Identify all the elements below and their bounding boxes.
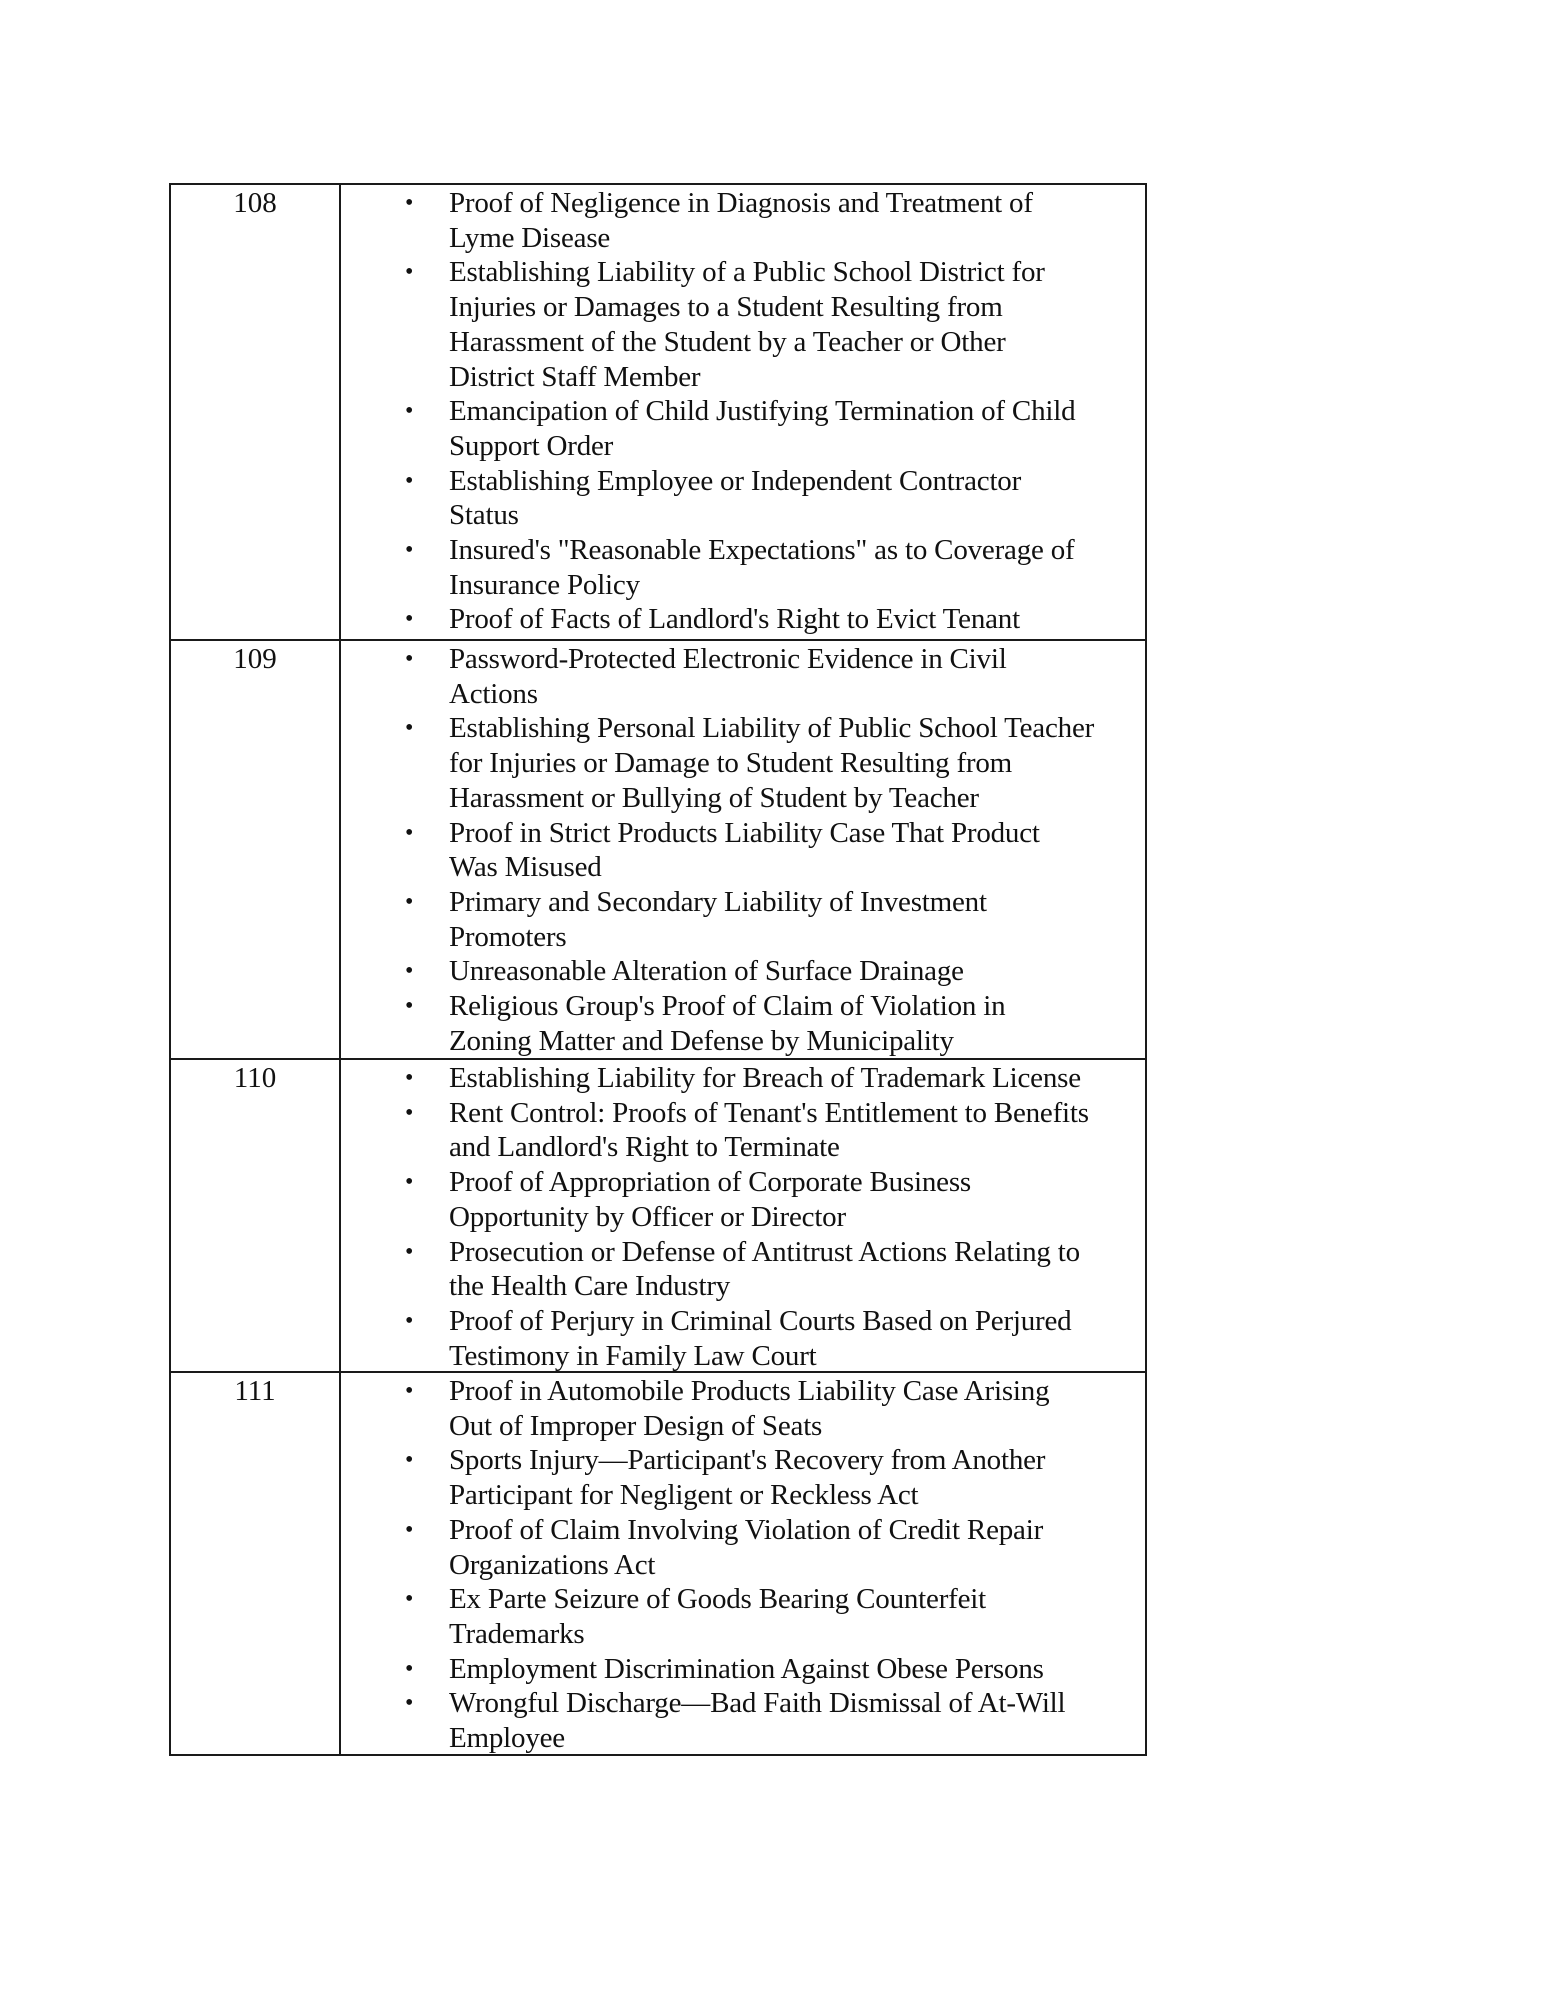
topic-text-line: Actions (449, 677, 538, 710)
topic-text-line: Unreasonable Alteration of Surface Drainage (449, 955, 964, 988)
topic-text-line: and Landlord's Right to Terminate (449, 1131, 840, 1164)
topic-text-line: District Staff Member (449, 360, 701, 393)
topic-text-line: the Health Care Industry (449, 1270, 731, 1303)
topic-text-line: Establishing Liability of a Public School District for (449, 256, 1045, 289)
topic-item (343, 186, 1145, 255)
bullet-icon: • (405, 1099, 414, 1126)
volume-number: 109 (233, 643, 277, 675)
topic-text-line: Emancipation of Child Justifying Termination of Child (449, 395, 1076, 428)
volume-cell (171, 641, 341, 1058)
topic-item (343, 1165, 1145, 1234)
topic-item (343, 464, 1145, 533)
bullet-icon: • (405, 958, 414, 985)
topic-text-line: Proof in Strict Products Liability Case That Product (449, 816, 1040, 849)
topic-text-line: Rent Control: Proofs of Tenant's Entitlement to Benefits (449, 1096, 1089, 1129)
topic-text-line: Establishing Liability for Breach of Trademark License (449, 1062, 1081, 1094)
bullet-icon: • (405, 467, 414, 494)
topic-text-line: Employee (449, 1722, 565, 1755)
topic-list (343, 1061, 1145, 1373)
bullet-icon: • (405, 1655, 414, 1682)
bullet-icon: • (405, 1238, 414, 1265)
bullet-icon: • (405, 1690, 414, 1717)
topic-item (343, 1061, 1145, 1096)
topic-text-line: Establishing Personal Liability of Public School Teacher (449, 712, 1095, 745)
topic-text-line: Participant for Negligent or Reckless Act (449, 1479, 919, 1512)
topic-item (343, 1513, 1145, 1582)
topic-text-line: Primary and Secondary Liability of Investment (449, 885, 987, 918)
topic-item (343, 711, 1145, 815)
topic-text-line: Employment Discrimination Against Obese Persons (449, 1652, 1044, 1685)
topic-text-line: Proof in Automobile Products Liability Case Arising (449, 1375, 1050, 1407)
topic-item (343, 1652, 1145, 1687)
bullet-icon: • (405, 190, 414, 216)
topic-text-line: Out of Improper Design of Seats (449, 1409, 823, 1442)
topic-text-line: Was Misused (449, 851, 602, 884)
bullet-icon: • (405, 1169, 414, 1196)
topic-text-line: Proof of Claim Involving Violation of Credit Repair (449, 1513, 1044, 1546)
topic-item (343, 954, 1145, 989)
bullet-icon: • (405, 1586, 414, 1613)
topic-text-line: Proof of Negligence in Diagnosis and Treatment of (449, 187, 1033, 219)
topic-item (343, 885, 1145, 954)
topic-text-line: Password-Protected Electronic Evidence in Civil (449, 643, 1007, 675)
topic-text-line: Organizations Act (449, 1548, 656, 1581)
topic-text-line: Insurance Policy (449, 568, 640, 601)
topic-text-line: Proof of Appropriation of Corporate Business (449, 1166, 971, 1199)
volume-topics-table (169, 183, 1147, 1756)
volume-number: 111 (234, 1375, 276, 1407)
topic-item (343, 989, 1145, 1058)
topic-item (343, 602, 1145, 637)
topic-text-line: Insured's "Reasonable Expectations" as to Coverage of (449, 534, 1075, 567)
topic-list (343, 1374, 1145, 1756)
topic-item (343, 1096, 1145, 1165)
topic-text-line: Lyme Disease (449, 221, 611, 254)
topic-text-line: Establishing Employee or Independent Contractor (449, 464, 1022, 497)
topic-text-line: Harassment or Bullying of Student by Teacher (449, 781, 979, 814)
bullet-icon: • (405, 1307, 414, 1334)
volume-number: 110 (233, 1062, 277, 1094)
table-row-109 (171, 639, 1145, 1058)
table-row-111 (171, 1371, 1145, 1754)
volume-cell (171, 1373, 341, 1754)
table-row-108 (171, 185, 1145, 639)
volume-number: 108 (233, 187, 277, 219)
topic-text-line: Ex Parte Seizure of Goods Bearing Counterfeit (449, 1583, 987, 1616)
bullet-icon: • (405, 715, 414, 742)
bullet-icon: • (405, 993, 414, 1020)
bullet-icon: • (405, 606, 414, 633)
bullet-icon: • (405, 398, 414, 425)
topic-text-line: Opportunity by Officer or Director (449, 1200, 846, 1233)
topic-text-line: Proof of Facts of Landlord's Right to Evict Tenant (449, 603, 1020, 636)
topic-text-line: for Injuries or Damage to Student Resulting from (449, 747, 1013, 780)
topic-item (343, 1443, 1145, 1512)
bullet-icon: • (405, 888, 414, 915)
bullet-icon: • (405, 1065, 414, 1091)
topic-list (343, 642, 1145, 1058)
topic-text-line: Support Order (449, 429, 614, 462)
topic-item (343, 816, 1145, 885)
topic-item (343, 533, 1145, 602)
bullet-icon: • (405, 1378, 414, 1404)
topic-item (343, 642, 1145, 711)
topic-item (343, 1582, 1145, 1651)
bullet-icon: • (405, 537, 414, 564)
bullet-icon: • (405, 259, 414, 286)
topic-text-line: Religious Group's Proof of Claim of Violation in (449, 990, 1006, 1023)
topic-list (343, 186, 1145, 637)
topic-text-line: Injuries or Damages to a Student Resulting from (449, 291, 1003, 324)
topic-item (343, 1686, 1145, 1755)
topic-text-line: Testimony in Family Law Court (449, 1339, 817, 1372)
topic-text-line: Harassment of the Student by a Teacher or Other (449, 325, 1006, 358)
bullet-icon: • (405, 1447, 414, 1474)
topic-item (343, 255, 1145, 394)
volume-cell (171, 1060, 341, 1371)
bullet-icon: • (405, 1516, 414, 1543)
topic-text-line: Sports Injury—Participant's Recovery from Another (449, 1444, 1046, 1477)
topic-item (343, 1304, 1145, 1373)
topic-text-line: Prosecution or Defense of Antitrust Actions Relating to (449, 1235, 1080, 1268)
volume-cell (171, 185, 341, 639)
topic-text-line: Trademarks (449, 1617, 585, 1650)
topic-text-line: Status (449, 499, 519, 532)
bullet-icon: • (405, 819, 414, 846)
topic-text-line: Zoning Matter and Defense by Municipality (449, 1024, 954, 1057)
topic-item (343, 394, 1145, 463)
topic-text-line: Wrongful Discharge—Bad Faith Dismissal of At-Will (449, 1687, 1066, 1720)
bullet-icon: • (405, 646, 414, 672)
topic-item (343, 1374, 1145, 1443)
topic-text-line: Proof of Perjury in Criminal Courts Based on Perjured (449, 1304, 1072, 1337)
table-row-110 (171, 1058, 1145, 1371)
topic-item (343, 1235, 1145, 1304)
topic-text-line: Promoters (449, 920, 567, 953)
